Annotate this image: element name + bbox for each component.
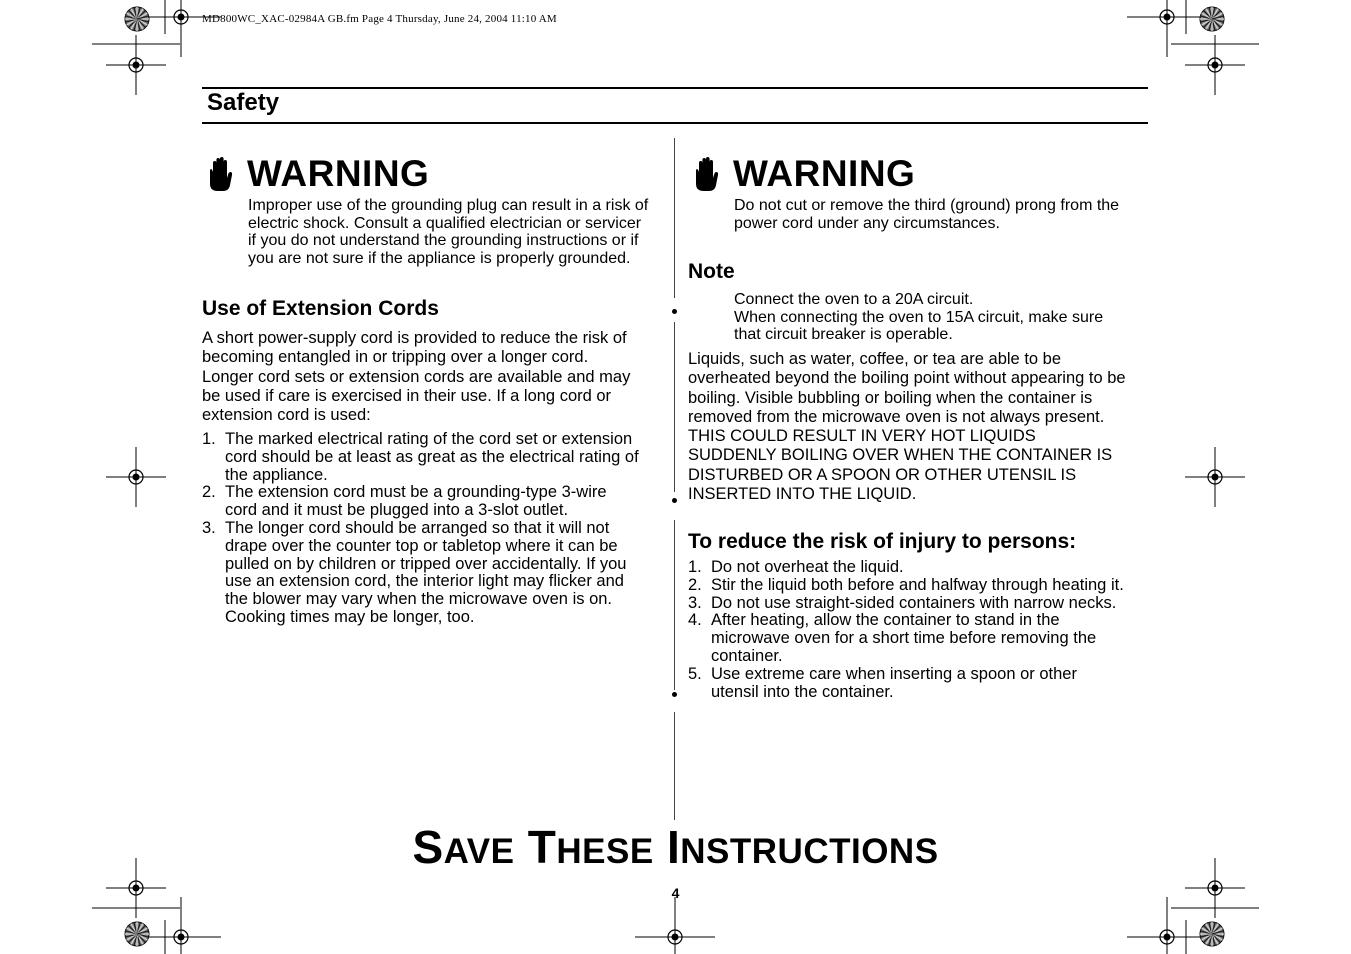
text-line: overheated beyond the boiling point without appearing to be (688, 369, 1126, 388)
note-line: that circuit breaker is operable. (734, 326, 953, 344)
title-rest: AVE (443, 832, 515, 871)
crosshair-registration-icon (1127, 0, 1207, 57)
right-warning-text (734, 197, 1119, 232)
crosshair-registration-icon (106, 35, 166, 95)
warning-line: you are not sure if the appliance is properly grounded. (248, 249, 631, 267)
column-divider (674, 322, 675, 492)
list-line: Do not use straight-sided containers with narrow necks. (711, 593, 1117, 612)
column-dot (672, 498, 677, 503)
file-info: MD800WC_XAC-02984A GB.fm Page 4 Thursday, June 24, 2004 11:10 AM (202, 13, 557, 25)
list-line: utensil into the container. (711, 682, 894, 701)
text-line: Liquids, such as water, coffee, or tea are able to be (688, 350, 1062, 368)
text-line: INSERTED INTO THE LIQUID. (688, 485, 917, 504)
text-line: boiling. Visible bubbling or boiling when the container is (688, 388, 1093, 407)
header-bottom-rule (202, 122, 1148, 124)
text-line: removed from the microwave oven is not always present. (688, 407, 1105, 426)
warning-line: Improper use of the grounding plug can result in a risk of (248, 197, 649, 214)
right-warning-header (693, 153, 915, 195)
list-item (688, 577, 1124, 595)
list-number: 1. (688, 558, 702, 576)
column-divider (674, 520, 675, 690)
note-text (734, 291, 1103, 344)
list-number: 1. (202, 430, 216, 448)
list-line: Use extreme care when inserting a spoon or other (711, 664, 1077, 683)
warning-line: Do not cut or remove the third (ground) prong from the (734, 197, 1120, 214)
starburst-registration-icon (1200, 7, 1224, 31)
left-warning-text (248, 197, 648, 267)
page-number: 4 (671, 885, 680, 901)
risk-list (688, 559, 1124, 701)
list-line: Do not overheat the liquid. (711, 558, 904, 576)
list-line: the appliance. (225, 465, 328, 484)
list-item (202, 484, 639, 520)
list-line: cord should be at least as great as the electrical rating of (225, 447, 639, 466)
column-dot (672, 692, 677, 697)
extension-cords-heading: Use of Extension Cords (202, 297, 439, 320)
column-divider (674, 712, 675, 820)
list-line: use an extension cord, the interior light may flicker and (225, 572, 624, 591)
title-initial: S (412, 821, 444, 873)
title-rest: NSTRUCTIONS (680, 832, 939, 871)
header-top-rule (202, 87, 1148, 89)
crosshair-registration-icon (141, 0, 221, 57)
text-line: Longer cord sets or extension cords are available and may (202, 367, 631, 386)
text-line: becoming entangled in or tripping over a longer cord. (202, 348, 589, 367)
text-line: A short power-supply cord is provided to reduce the risk of (202, 329, 627, 347)
warning-line: power cord under any circumstances. (734, 214, 1000, 232)
list-item (688, 595, 1124, 613)
text-line: DISTURBED OR A SPOON OR OTHER UTENSIL IS (688, 465, 1077, 484)
list-number: 2. (202, 483, 216, 502)
starburst-registration-icon (125, 7, 149, 31)
crosshair-registration-icon (635, 897, 715, 954)
crosshair-registration-icon (1185, 35, 1245, 95)
starburst-registration-icon (1200, 922, 1224, 946)
title-word (667, 821, 939, 873)
note-line: When connecting the oven to 15A circuit, make sure (734, 308, 1104, 326)
left-warning-header (207, 153, 429, 195)
warning-title: WARNING (733, 153, 916, 194)
raised-hand-icon (207, 156, 233, 192)
note-heading: Note (688, 260, 735, 283)
crosshair-registration-icon (106, 447, 166, 507)
list-number: 3. (688, 593, 702, 612)
title-initial: I (666, 821, 681, 873)
text-line: extension cord is used: (202, 406, 371, 425)
liquids-text (688, 350, 1126, 504)
list-item (688, 612, 1124, 665)
list-number: 2. (688, 575, 702, 594)
text-line: SUDDENLY BOILING OVER WHEN THE CONTAINER IS (688, 446, 1113, 465)
warning-line: electric shock. Consult a qualified electrician or servicer (248, 214, 642, 232)
list-number: 3. (202, 518, 216, 537)
risk-heading: To reduce the risk of injury to persons: (688, 530, 1077, 553)
column-dot (672, 309, 677, 314)
title-rest: HESE (556, 832, 654, 871)
list-number: 5. (688, 664, 702, 683)
column-divider (674, 138, 675, 298)
list-item (202, 520, 639, 627)
list-line: After heating, allow the container to stand in the (711, 611, 1060, 630)
list-item (688, 559, 1124, 577)
crosshair-registration-icon (1127, 897, 1207, 954)
list-line: microwave oven for a short time before removing the (711, 629, 1097, 648)
list-line: The extension cord must be a grounding-type 3-wire (225, 483, 607, 502)
extension-cords-list (202, 431, 639, 627)
warning-title: WARNING (247, 153, 430, 194)
title-initial: T (527, 821, 557, 873)
list-line: The longer cord should be arranged so that it will not (225, 518, 610, 537)
list-line: container. (711, 646, 783, 665)
list-item (202, 431, 639, 484)
section-title: Safety (207, 89, 280, 116)
list-number: 4. (688, 611, 702, 630)
list-line: cord and it must be plugged into a 3-slot outlet. (225, 501, 569, 520)
list-line: Cooking times may be longer, too. (225, 607, 475, 626)
list-line: The marked electrical rating of the cord set or extension (225, 430, 633, 448)
raised-hand-icon (693, 156, 719, 192)
warning-line: if you do not understand the grounding instructions or if (248, 232, 639, 250)
text-line: THIS COULD RESULT IN VERY HOT LIQUIDS (688, 427, 1036, 446)
list-line: drape over the counter top or tabletop where it can be (225, 536, 618, 555)
list-line: pulled on by children or tripped over accidentally. If you (225, 554, 627, 573)
list-line: the blower may vary when the microwave oven is on. (225, 590, 613, 609)
crosshair-registration-icon (1185, 447, 1245, 507)
note-line: Connect the oven to a 20A circuit. (734, 291, 974, 308)
title-word (528, 821, 654, 873)
list-item (688, 666, 1124, 702)
text-line: be used if care is exercised in their use. If a long cord or (202, 386, 612, 405)
extension-cords-text (202, 329, 630, 425)
list-line: Stir the liquid both before and halfway through heating it. (711, 575, 1124, 594)
save-instructions-title (0, 820, 1351, 874)
starburst-registration-icon (125, 922, 149, 946)
title-word (412, 821, 514, 873)
crosshair-registration-icon (141, 897, 221, 954)
